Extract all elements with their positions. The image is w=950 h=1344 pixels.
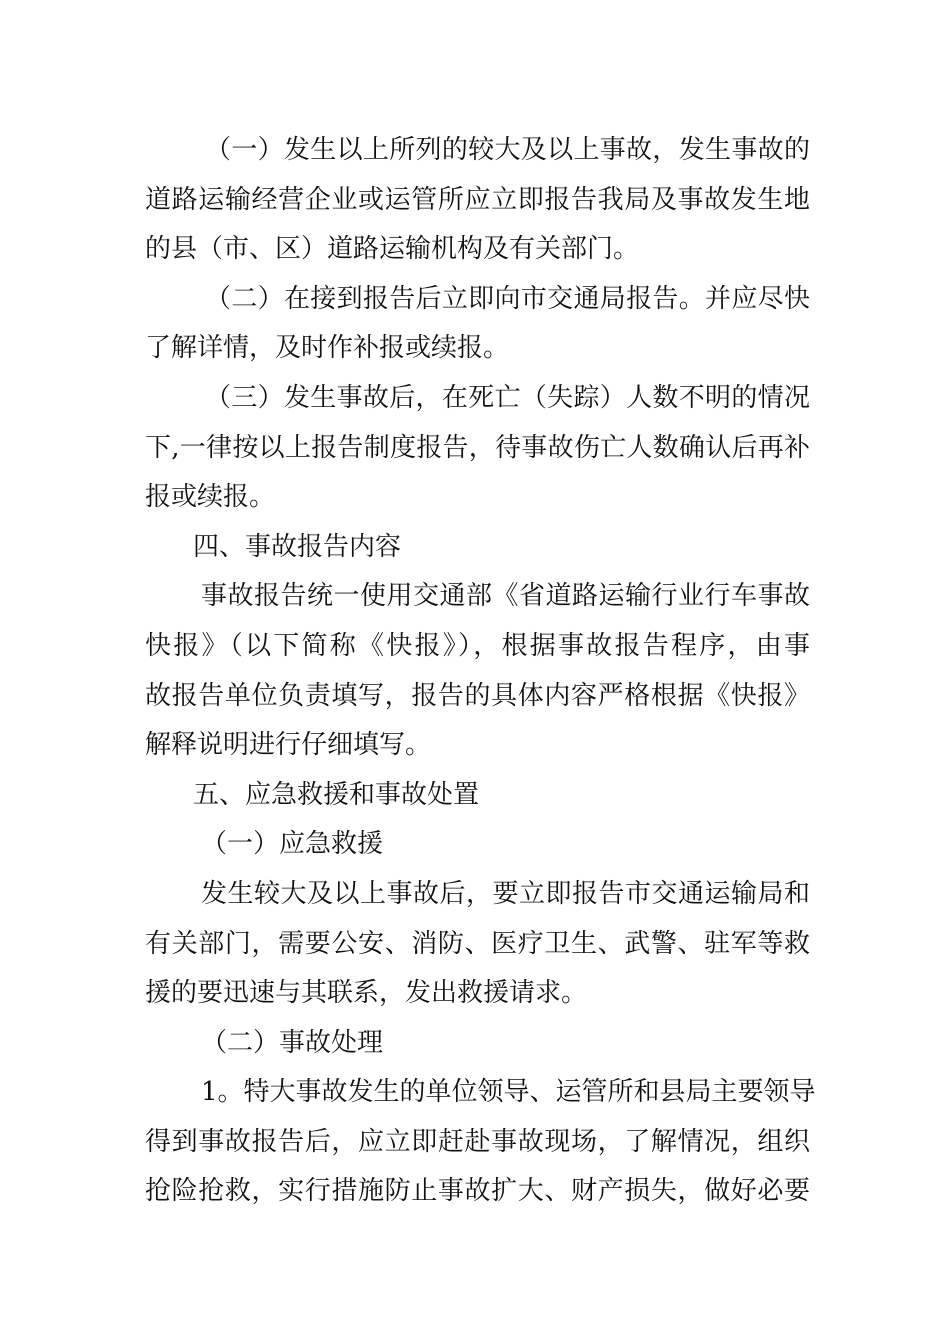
text-line [145,275,810,325]
text-line-content: 1。特大事故发生的单位领导、运管所和县局主要领导 [201,1077,816,1108]
text-line-content: 四、事故报告内容 [193,531,402,562]
text-line [145,324,810,374]
text-line [145,672,810,722]
text-line [145,572,810,622]
text-line [145,176,810,226]
text-line-content: 解释说明进行仔细填写。 [145,730,432,761]
text-line-content: 得到事故报告后，应立即赶赴事故现场，了解情况，组织 [145,1126,810,1157]
text-line [145,126,810,176]
text-line [145,870,810,920]
text-line-content: 有关部门，需要公安、消防、医疗卫生、武警、驻军等救 [145,928,810,959]
text-line-content: （三）发生事故后，在死亡（失踪）人数不明的情况 [205,382,810,413]
text-line [145,1019,810,1069]
text-line [145,374,810,424]
document-body [145,126,816,1217]
text-line [145,473,810,523]
text-line-content: （二）事故处理 [201,1027,384,1058]
text-line-content: 下,一律按以上报告制度报告，待事故伤亡人数确认后再补 [145,432,810,463]
text-line [145,1118,810,1168]
text-line-content: 故报告单位负责填写，报告的具体内容严格根据《快报》 [145,680,810,711]
text-line-content: 五、应急救援和事故处置 [193,779,480,810]
text-line-content: 道路运输经营企业或运管所应立即报告我局及事故发生地 [145,184,810,215]
text-line [145,424,810,474]
text-line [145,721,810,771]
text-line [145,820,810,870]
text-line-content: 事故报告统一使用交通部《省道路运输行业行车事故 [201,581,810,612]
text-line [145,969,810,1019]
text-line-content: 的县（市、区）道路运输机构及有关部门。 [145,234,640,265]
text-line-content: （一）应急救援 [201,829,384,860]
text-line [145,622,810,672]
text-line-content: 了解详情，及时作补报或续报。 [145,333,510,364]
text-line [145,771,810,821]
text-line [145,1167,810,1217]
text-line-content: 发生较大及以上事故后，要立即报告市交通运输局和 [201,878,810,909]
text-line [145,920,810,970]
text-line [145,523,810,573]
text-line-content: （二）在接到报告后立即向市交通局报告。并应尽快 [205,283,810,314]
text-line-content: （一）发生以上所列的较大及以上事故，发生事故的 [205,135,810,165]
text-line-content: 快报》（以下简称《快报》），根据事故报告程序，由事 [145,630,810,661]
text-line [145,1068,816,1118]
text-line [145,225,810,275]
text-line-content: 报或续报。 [145,482,276,513]
text-line-content: 援的要迅速与其联系，发出救援请求。 [145,978,588,1009]
text-line-content: 抢险抢救，实行措施防止事故扩大、财产损失，做好必要 [145,1176,810,1207]
